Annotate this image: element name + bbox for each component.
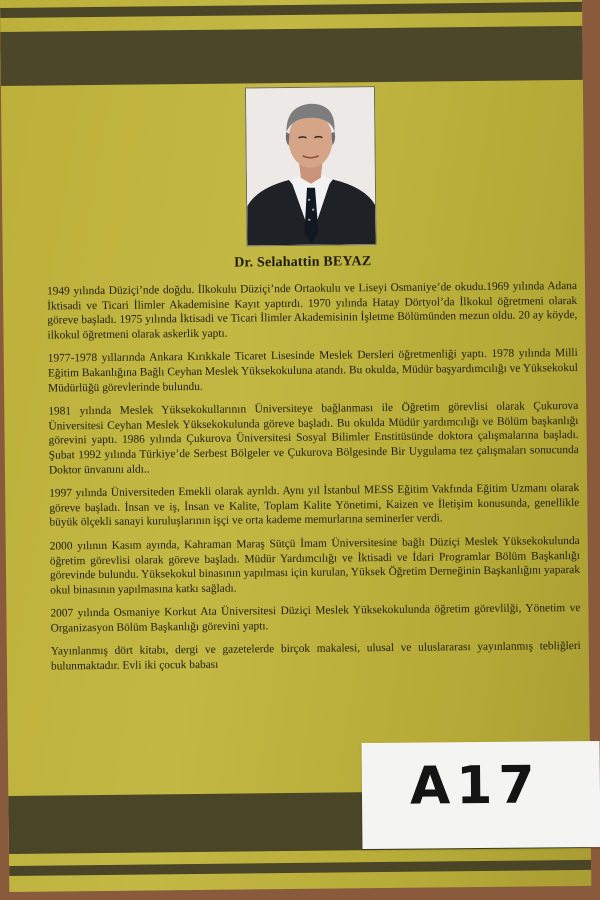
author-name: Dr. Selahattin BEYAZ <box>234 254 372 271</box>
bio-paragraph: 1981 yılında Meslek Yüksekokullarının Üniversiteye bağlanması ile Öğretim görevlisi olarak Çukurova Üniversitesi Ceyhan Meslek Yüksekokulunda göreve başladı. Bu okulda Müdür yardımcılığı ve Bölüm başkanlığı görevini yaptı. 1986 yılında Çukurova Üniversitesi Sosyal Bilimler Enstitüsünde doktora çalışmalarına başladı. Şubat 1992 yılında Türkiye’de Serbest Bölgeler ve Çukurova Bölgesinde Bir Uygulama tez çalışmaları sonucunda Doktor ünvanını aldı.. <box>48 400 579 477</box>
bio-paragraph: 1977-1978 yıllarında Ankara Kırıkkale Ticaret Lisesinde Meslek Dersleri öğretmenliği yaptı. 1978 yılında Milli Eğitim Bakanlığına Bağlı Ceyhan Meslek Yüksekokuluna atandı. Bu okulda, Müdür başyardımcılığı ve Yüksekokul Müdürlüğü görevlerinde bulundu. <box>47 347 578 395</box>
bottom-thin-stripe <box>9 860 591 876</box>
top-thin-stripe <box>0 2 582 18</box>
bio-paragraph: Yayınlanmış dört kitabı, dergi ve gazetelerde birçok makalesi, ulusal ve uluslararası yayınlanmış tebliğleri bulunmaktadır. Evli iki çocuk babası <box>50 640 581 673</box>
sticker-code: A17 <box>409 755 541 817</box>
author-photo <box>245 86 377 246</box>
bio-paragraph: 1949 yılında Düziçi’nde doğdu. İlkokulu Düziçi’nde Ortaokulu ve Liseyi Osmaniye’de okudu.1969 yılında Adana İktisadi ve Ticari İlimler Akademisine Kayıt yaptırdı. 1970 yılında Hatay Dörtyol’da İlkokul öğretmeni olarak göreve başladı. 1975 yılında İktisadi ve Ticari İlimler Akademisinin İşletme Bölümünden mezun oldu. 20 ay köyde, ilkokul öğretmeni olarak askerlik yaptı. <box>46 279 578 342</box>
biography-text <box>47 279 581 683</box>
bio-paragraph: 2000 yılının Kasım ayında, Kahraman Maraş Sütçü İmam Üniversitesine bağlı Düziçi Meslek Yüksekokulunda öğretim görevlisi olarak göreve başladı. Müdür Yardımcılığı ve İktisadi ve İdari Programlar Bölüm Başkanlığı görevinde bulundu. Yüksekokul binasının yapılması için kurulan, Yüksek Öğretim Derneğinin Başkanlığını yaparak okul binasının yapılmasına katkı sağladı. <box>49 534 581 597</box>
bio-paragraph: 2007 yılında Osmaniye Korkut Ata Üniversitesi Düziçi Meslek Yüksekokulunda öğretim görevlilği, Yönetim ve Organizasyon Bölüm Başkanlığı görevini yaptı. <box>50 602 581 635</box>
label-sticker <box>362 741 600 849</box>
top-band <box>0 26 583 86</box>
bio-paragraph: 1997 yılında Üniversiteden Emekli olarak ayrıldı. Aynı yıl İstanbul MESS Eğitim Vakfında Eğitim Uzmanı olarak göreve başladı. İnsan ve iş, İnsan ve Kalite, Toplam Kalite Yönetimi, Kaizen ve İletişim konusunda, genellikle büyük ölçekli sanayi kuruluşlarının işçi ve orta kademe memurlarına seminerler verdi. <box>49 482 580 529</box>
